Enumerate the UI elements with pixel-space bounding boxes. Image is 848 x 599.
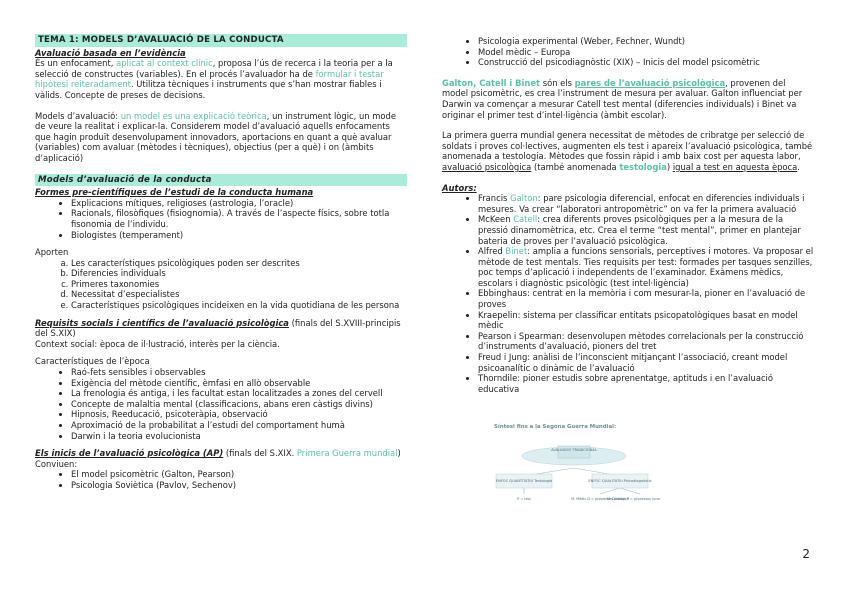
models-text-1: Models d’avaluació: [35, 110, 121, 121]
author-highlight: Galton [510, 193, 538, 204]
list-item: e. Característiques psicològiques incideixen en la vida quotidiana de les persona [71, 300, 407, 311]
list-item: • Darwin i la teoria evolucionista [71, 431, 407, 442]
list-item: a. Les característiques psicològiques poden ser descrites [71, 258, 407, 269]
requisits-line [35, 318, 407, 339]
list-item: • Construcció del psicodiagnòstic (XIX) – Inicis del model psicomètric [478, 57, 814, 68]
evidence-text-1: És un enfocament, [35, 58, 117, 69]
inicis-end: ) [397, 448, 401, 459]
author-text: : amplia a funcions sensorials, perceptives i motores. Va proposar el mètode de test mentals. Ties requisits per test: formades per tasques senzilles, poc temps d’aplicació i independents de l’examinador. Exàmens mèdics, escolars i diagnòstic psicològic (test intel·ligència) [478, 246, 814, 288]
list-item: • Exigència del mètode científic, èmfasi en allò observable [71, 378, 407, 389]
author-name: Francis [478, 193, 511, 204]
list-item: • Racionals, filosòfiques (fisiognomia). A través de l’aspecte físics, sobre totla fisonomia de l’individu. [71, 208, 407, 229]
author-highlight: Binet [505, 246, 528, 257]
author-item [478, 214, 814, 246]
models-text-2: , un instrument lògic, un mode de veure la realitat i explicar-la. Considerem model d’avaluació aquells enfocaments que hagin produït desenvolupament innovadors, aportacions en quant a què avaluar (variables) com avaluar (mètodes i tècniques), objectius (per a què) i on (àmbits d’aplicació) [35, 110, 397, 163]
war-underline-2: igual a test en aquesta època [672, 161, 798, 172]
top-list [442, 36, 814, 68]
list-item: • Model mèdic – Europa [478, 47, 814, 58]
author-item: • Freud i Jung: anàlisi de l’inconscient mitjançant l’associació, creant model psicoanalític o dinàmic de l’avaluació [478, 352, 814, 373]
forms-list [35, 198, 407, 240]
list-item: • Raó-fets sensibles i observables [71, 367, 407, 378]
list-item: • Psicologia Soviètica (Pavlov, Sechenov) [71, 480, 407, 491]
diagram-right-leaf: M. Dinàmic P = processos inco [606, 497, 660, 501]
war-text-3: ) [666, 161, 673, 172]
war-paragraph [442, 130, 814, 172]
diagram-svg [482, 418, 660, 524]
diagram-title: Síntesi fins a la Segona Guerra Mundial: [494, 424, 617, 430]
right-column [442, 36, 814, 394]
list-item: d. Necessitat d’especialistes [71, 289, 407, 300]
evidence-highlight-2: formular i testar hipòtesi reiteradament [35, 68, 384, 90]
inicis-highlight: Primera Guerra mundial [296, 448, 398, 459]
author-text: : crea diferents proves psicològiques per a la mesura de la pressió dinamomètrica, etc. Crea el terme “test mental”, primer en plantejar bateria de proves per l’avaluació psicològica. [478, 214, 801, 246]
evidence-text-2: , proposa l’ús de recerca i la teoria per a la selecció de constructes (variables). En el procés l’avaluador ha de [35, 58, 393, 79]
author-item: • Thorndile: pioner estudis sobre aprenentatge, aptituds i en l’avaluació educativa [478, 373, 814, 394]
page-title: TEMA 1: MODELS D’AVALUACIÓ DE LA CONDUCTA [35, 34, 407, 47]
galton-paragraph [442, 78, 814, 120]
author-name: Alfred [478, 246, 506, 257]
requisits-rest: (finals del S.XVIII-principis del S.XIX) [35, 317, 401, 339]
conviuen-list [35, 469, 407, 490]
list-item: c. Primeres taxonomies [71, 279, 407, 290]
models-paragraph [35, 111, 407, 164]
aporten-label: Aporten [35, 247, 69, 258]
forms-heading: Formes pre-científiques de l’estudi de la conducta humana [35, 187, 314, 198]
aporten-list [35, 258, 407, 311]
inicis-rest: (finals del S.XIX. [223, 448, 297, 459]
caract-list [35, 367, 407, 441]
war-underline-1: avaluació psicològica [442, 161, 532, 172]
evidence-paragraph [35, 58, 407, 100]
autors-list [442, 193, 814, 394]
list-item: • Explicacions mítiques, religioses (astrologia, l’oracle) [71, 198, 407, 209]
galton-subhighlight: pares de l’avaluació psicològica [574, 77, 726, 88]
author-item: • Kraepelin: sistema per classificar entitats psicopatològiques basat en model mèdic [478, 310, 814, 331]
list-item: • La frenologia és antiga, i les facultat estan localitzades a zones del cervell [71, 388, 407, 399]
author-item: • Ebbinghaus: centrat en la memòria i com mesurar-la, pioner en l’avaluació de proves [478, 288, 814, 309]
list-item: • Biologistes (temperament) [71, 230, 407, 241]
diagram-center-label: AVALUACIÓ TRADICIONAL [551, 448, 597, 452]
war-text-1: La primera guerra mundial genera necessitat de mètodes de cribratge per selecció de soldats i proves col·lectives, augmenten els test i apareix l’avaluació psicològica, també anomenada a testologia. Mètodes que fossin ràpid i amb baix cost per aquesta labor, [442, 130, 813, 162]
list-item: • Hipnosis, Reeducació, psicoteràpia, observació [71, 409, 407, 420]
list-item: • Aproximació de la probabilitat a l’estudi del comportament humà [71, 420, 407, 431]
diagram-right-label: ENFOC QUALITATIU Psicodiagnòstic [588, 479, 652, 483]
diagram-left-leaf: P = test [517, 497, 531, 501]
war-highlight: testologia [619, 161, 667, 172]
author-item: • Pearson i Spearman: desenvolupen mètodes correlacionals per la construcció d’instruments d’avaluació, pioners del tret [478, 331, 814, 352]
list-item: b. Diferencies individuals [71, 268, 407, 279]
list-item: • El model psicomètric (Galton, Pearson) [71, 469, 407, 480]
diagram-mid-leaf: M. Mèdic D = problemes biològics [571, 497, 629, 501]
inicis-heading: Els inicis de l’avaluació psicològica (AP) [35, 448, 224, 459]
left-column [35, 34, 407, 491]
galton-text-1: són els [540, 77, 575, 88]
synthesis-diagram [482, 418, 660, 524]
caract-label: Característiques de l’època [35, 356, 150, 367]
context-text: Context social: època de il·lustració, interès per la ciència. [35, 338, 280, 349]
list-item: • Concepte de malaltia mental (classificacions, abans eren càstigs divins) [71, 399, 407, 410]
author-item [478, 193, 814, 214]
evidence-text-3: . Utilitza tècniques i instruments que s’han mostrar fiables i vàlids. Concepte de preses de decisions. [35, 79, 382, 100]
author-item [478, 246, 814, 288]
galton-text-2: , provenen del model psicomètric, es crea l’instrument de mesura per avaluar. Galton influenciat per Darwin va començar a mesurar Catell test mental (diferencies individuals) i Binet va originar el primer test d’intel·ligència (àmbit escolar). [442, 77, 803, 120]
conviuen-label: Conviuen: [35, 458, 78, 469]
inicis-line [35, 448, 407, 459]
evidence-heading: Avaluació basada en l’evidència [35, 47, 186, 58]
autors-heading: Autors: [442, 182, 477, 193]
requisits-heading: Requisits socials i científics de l’avaluació psicològica [35, 317, 289, 328]
author-name: McKeen [478, 214, 514, 225]
diagram-left-label: ENFOC QUANTITATIU Testologia [495, 479, 553, 483]
war-text-2: (també anomenada [531, 161, 620, 172]
author-text: : pare psicologia diferencial, enfocat en diferencies individuals i mesures. Va crear “laboratori antropomètric” on va fer la primera avaluació [478, 193, 805, 214]
galton-highlight: Galton, Catell i Binet [442, 77, 541, 88]
war-text-4: . [797, 161, 800, 172]
page-number: 2 [802, 547, 810, 561]
models-highlight: un model es una explicació teòrica [120, 110, 267, 121]
list-item: • Psicologia experimental (Weber, Fechner, Wundt) [478, 36, 814, 47]
author-highlight: Catell [513, 214, 538, 225]
section-title-models: Models d’avaluació de la conducta [35, 174, 407, 187]
evidence-highlight-1: aplicat al context clínic [116, 58, 213, 69]
